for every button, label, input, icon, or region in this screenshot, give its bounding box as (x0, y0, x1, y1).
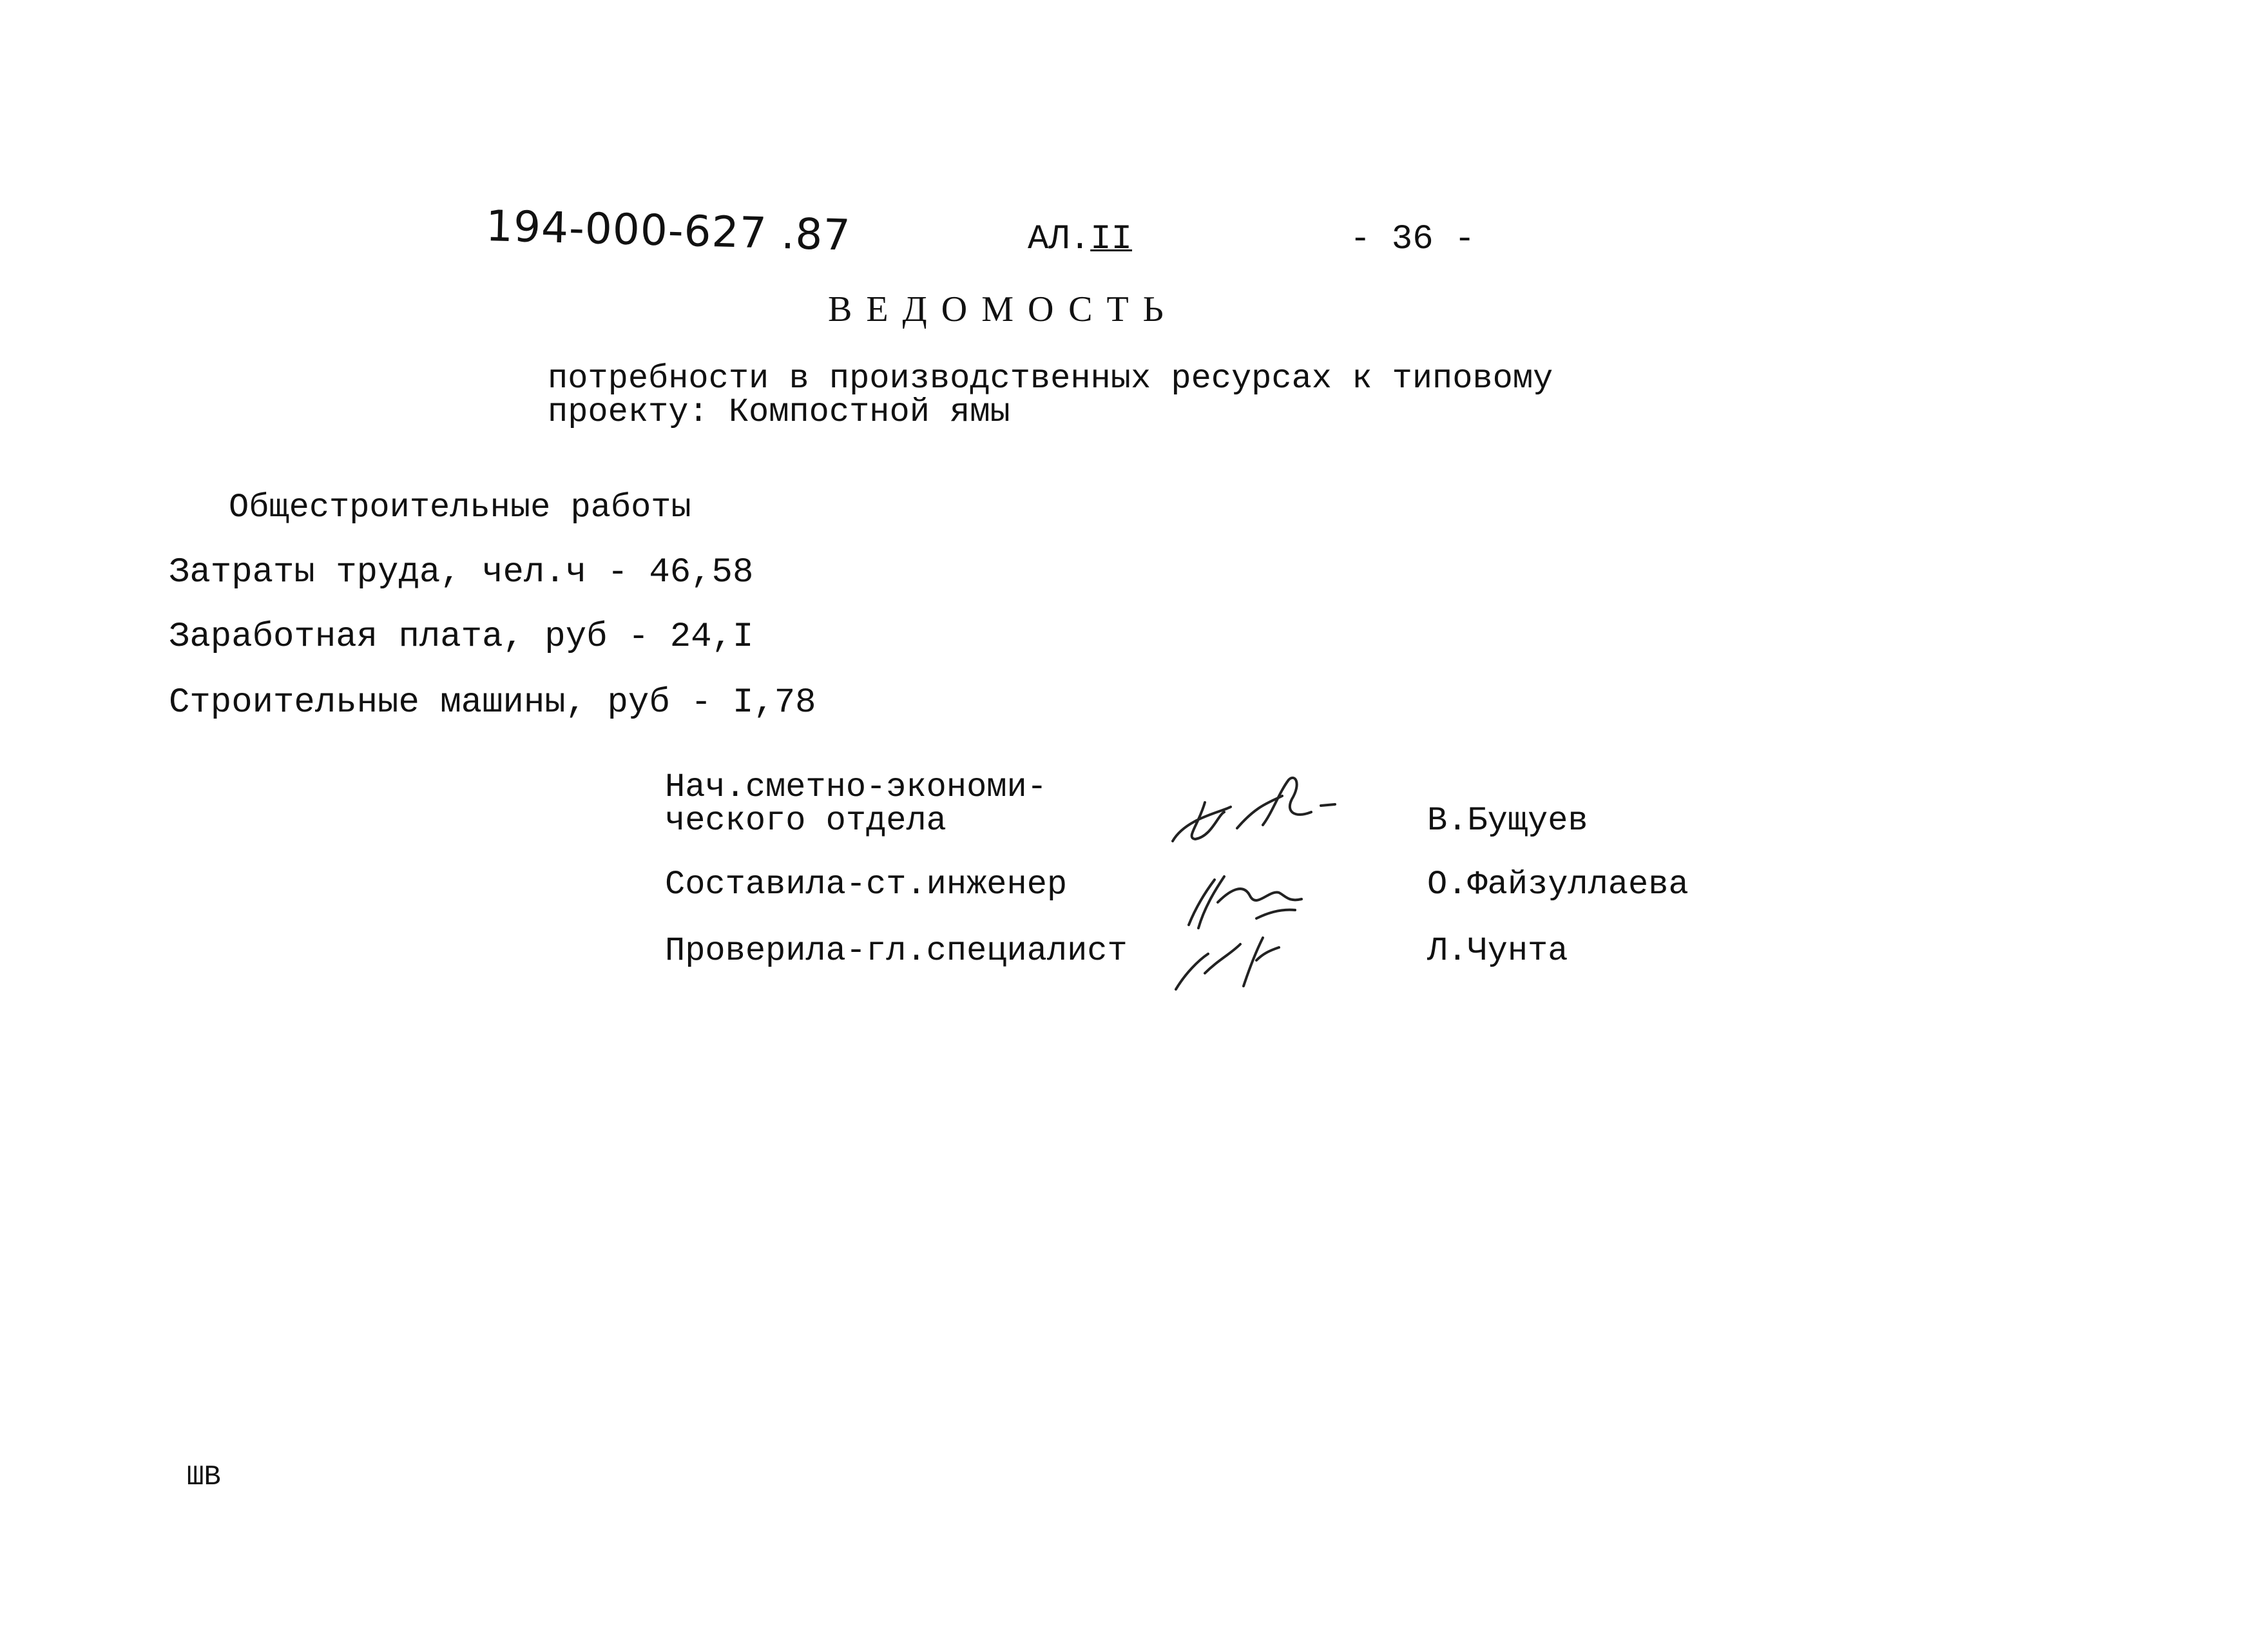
signature-2 (1189, 877, 1302, 928)
sheet-roman-number: II (1090, 220, 1133, 259)
handwritten-signatures (1160, 767, 1405, 999)
section-title: Общестроительные работы (229, 489, 691, 527)
signature-3 (1176, 938, 1279, 989)
signer-1-role-line-2: ческого отдела (665, 802, 947, 840)
signer-1-name: В.Бущуев (1427, 802, 1588, 840)
sheet-label (1028, 222, 1132, 257)
document-code: 194-000-627 .87 (485, 201, 852, 260)
signature-1 (1173, 778, 1335, 841)
signer-3-role: Проверила-гл.специалист (665, 932, 1128, 970)
metric-machinery: Строительные машины, руб - I,78 (169, 683, 816, 722)
signer-2-role: Составила-ст.инженер (665, 866, 1068, 904)
signer-2-name: О.Файзуллаева (1427, 866, 1689, 904)
footer-mark: ШВ (187, 1461, 221, 1493)
subtitle-line-2: проекту: Компостной ямы (548, 393, 1010, 431)
signer-1-role-line-1: Нач.сметно-экономи- (665, 768, 1047, 806)
signer-3-name: Л.Чунта (1427, 932, 1568, 970)
document-title: ВЕДОМОСТЬ (828, 289, 1178, 329)
metric-wages: Заработная плата, руб - 24,I (169, 617, 754, 657)
metric-labour-cost: Затраты труда, чел.ч - 46,58 (169, 553, 754, 592)
sheet-label-prefix: АЛ. (1028, 220, 1091, 259)
page-number: - 36 - (1350, 220, 1475, 259)
subtitle-line-1: потребности в производственных ресурсах к типовому (548, 360, 1553, 398)
